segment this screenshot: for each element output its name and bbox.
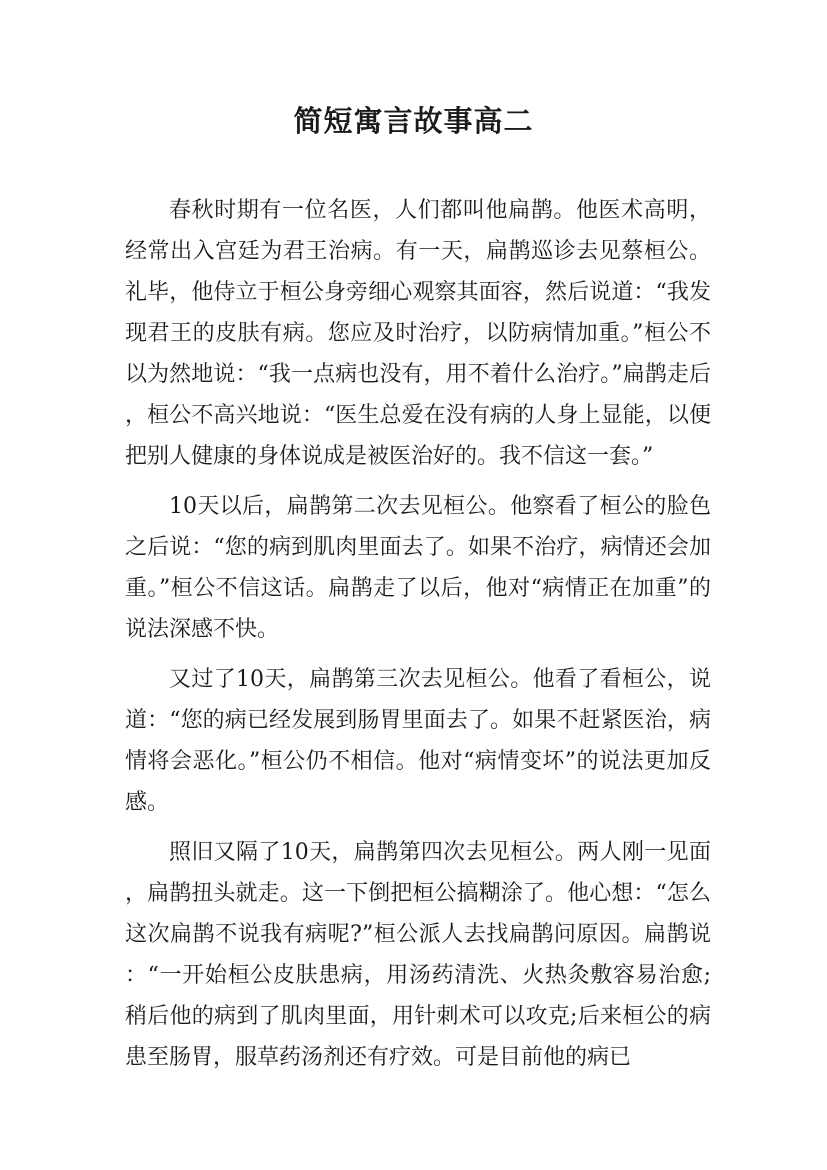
paragraph-3: 又过了10天，扁鹊第三次去见桓公。他看了看桓公，说道：“您的病已经发展到肠胃里面去了。如果不赶紧医治，病情将会恶化。”桓公仍不相信。他对“病情变坏”的说法更加反感。 <box>125 667 711 815</box>
document-body <box>125 190 711 1087</box>
paragraph-2: 10天以后，扁鹊第二次去见桓公。他察看了桓公的脸色之后说：“您的病到肌肉里面去了。如果不治疗，病情还会加重。”桓公不信这话。扁鹊走了以后，他对“病情正在加重”的说法深感不快。 <box>125 494 711 642</box>
paragraph-1: 春秋时期有一位名医，人们都叫他扁鹊。他医术高明，经常出入宫廷为君王治病。有一天，扁鹊巡诊去见蔡桓公。礼毕，他侍立于桓公身旁细心观察其面容，然后说道：“我发现君王的皮肤有病。您应及时治疗，以防病情加重。”桓公不以为然地说：“我一点病也没有，用不着什么治疗。”扁鹊走后，桓公不高兴地说：“医生总爱在没有病的人身上显能，以便把别人健康的身体说成是被医治好的。我不信这一套。” <box>125 198 711 469</box>
document-title: 简短寓言故事高二 <box>293 104 534 138</box>
paragraph-4: 照旧又隔了10天，扁鹊第四次去见桓公。两人刚一见面，扁鹊扭头就走。这一下倒把桓公搞糊涂了。他心想：“怎么这次扁鹊不说我有病呢?”桓公派人去找扁鹊问原因。扁鹊说：“一开始桓公皮肤患病，用汤药清洗、火热灸敷容易治愈;稍后他的病到了肌肉里面，用针刺术可以攻克;后来桓公的病患至肠胃，服草药汤剂还有疗效。可是目前他的病已 <box>125 840 711 1070</box>
